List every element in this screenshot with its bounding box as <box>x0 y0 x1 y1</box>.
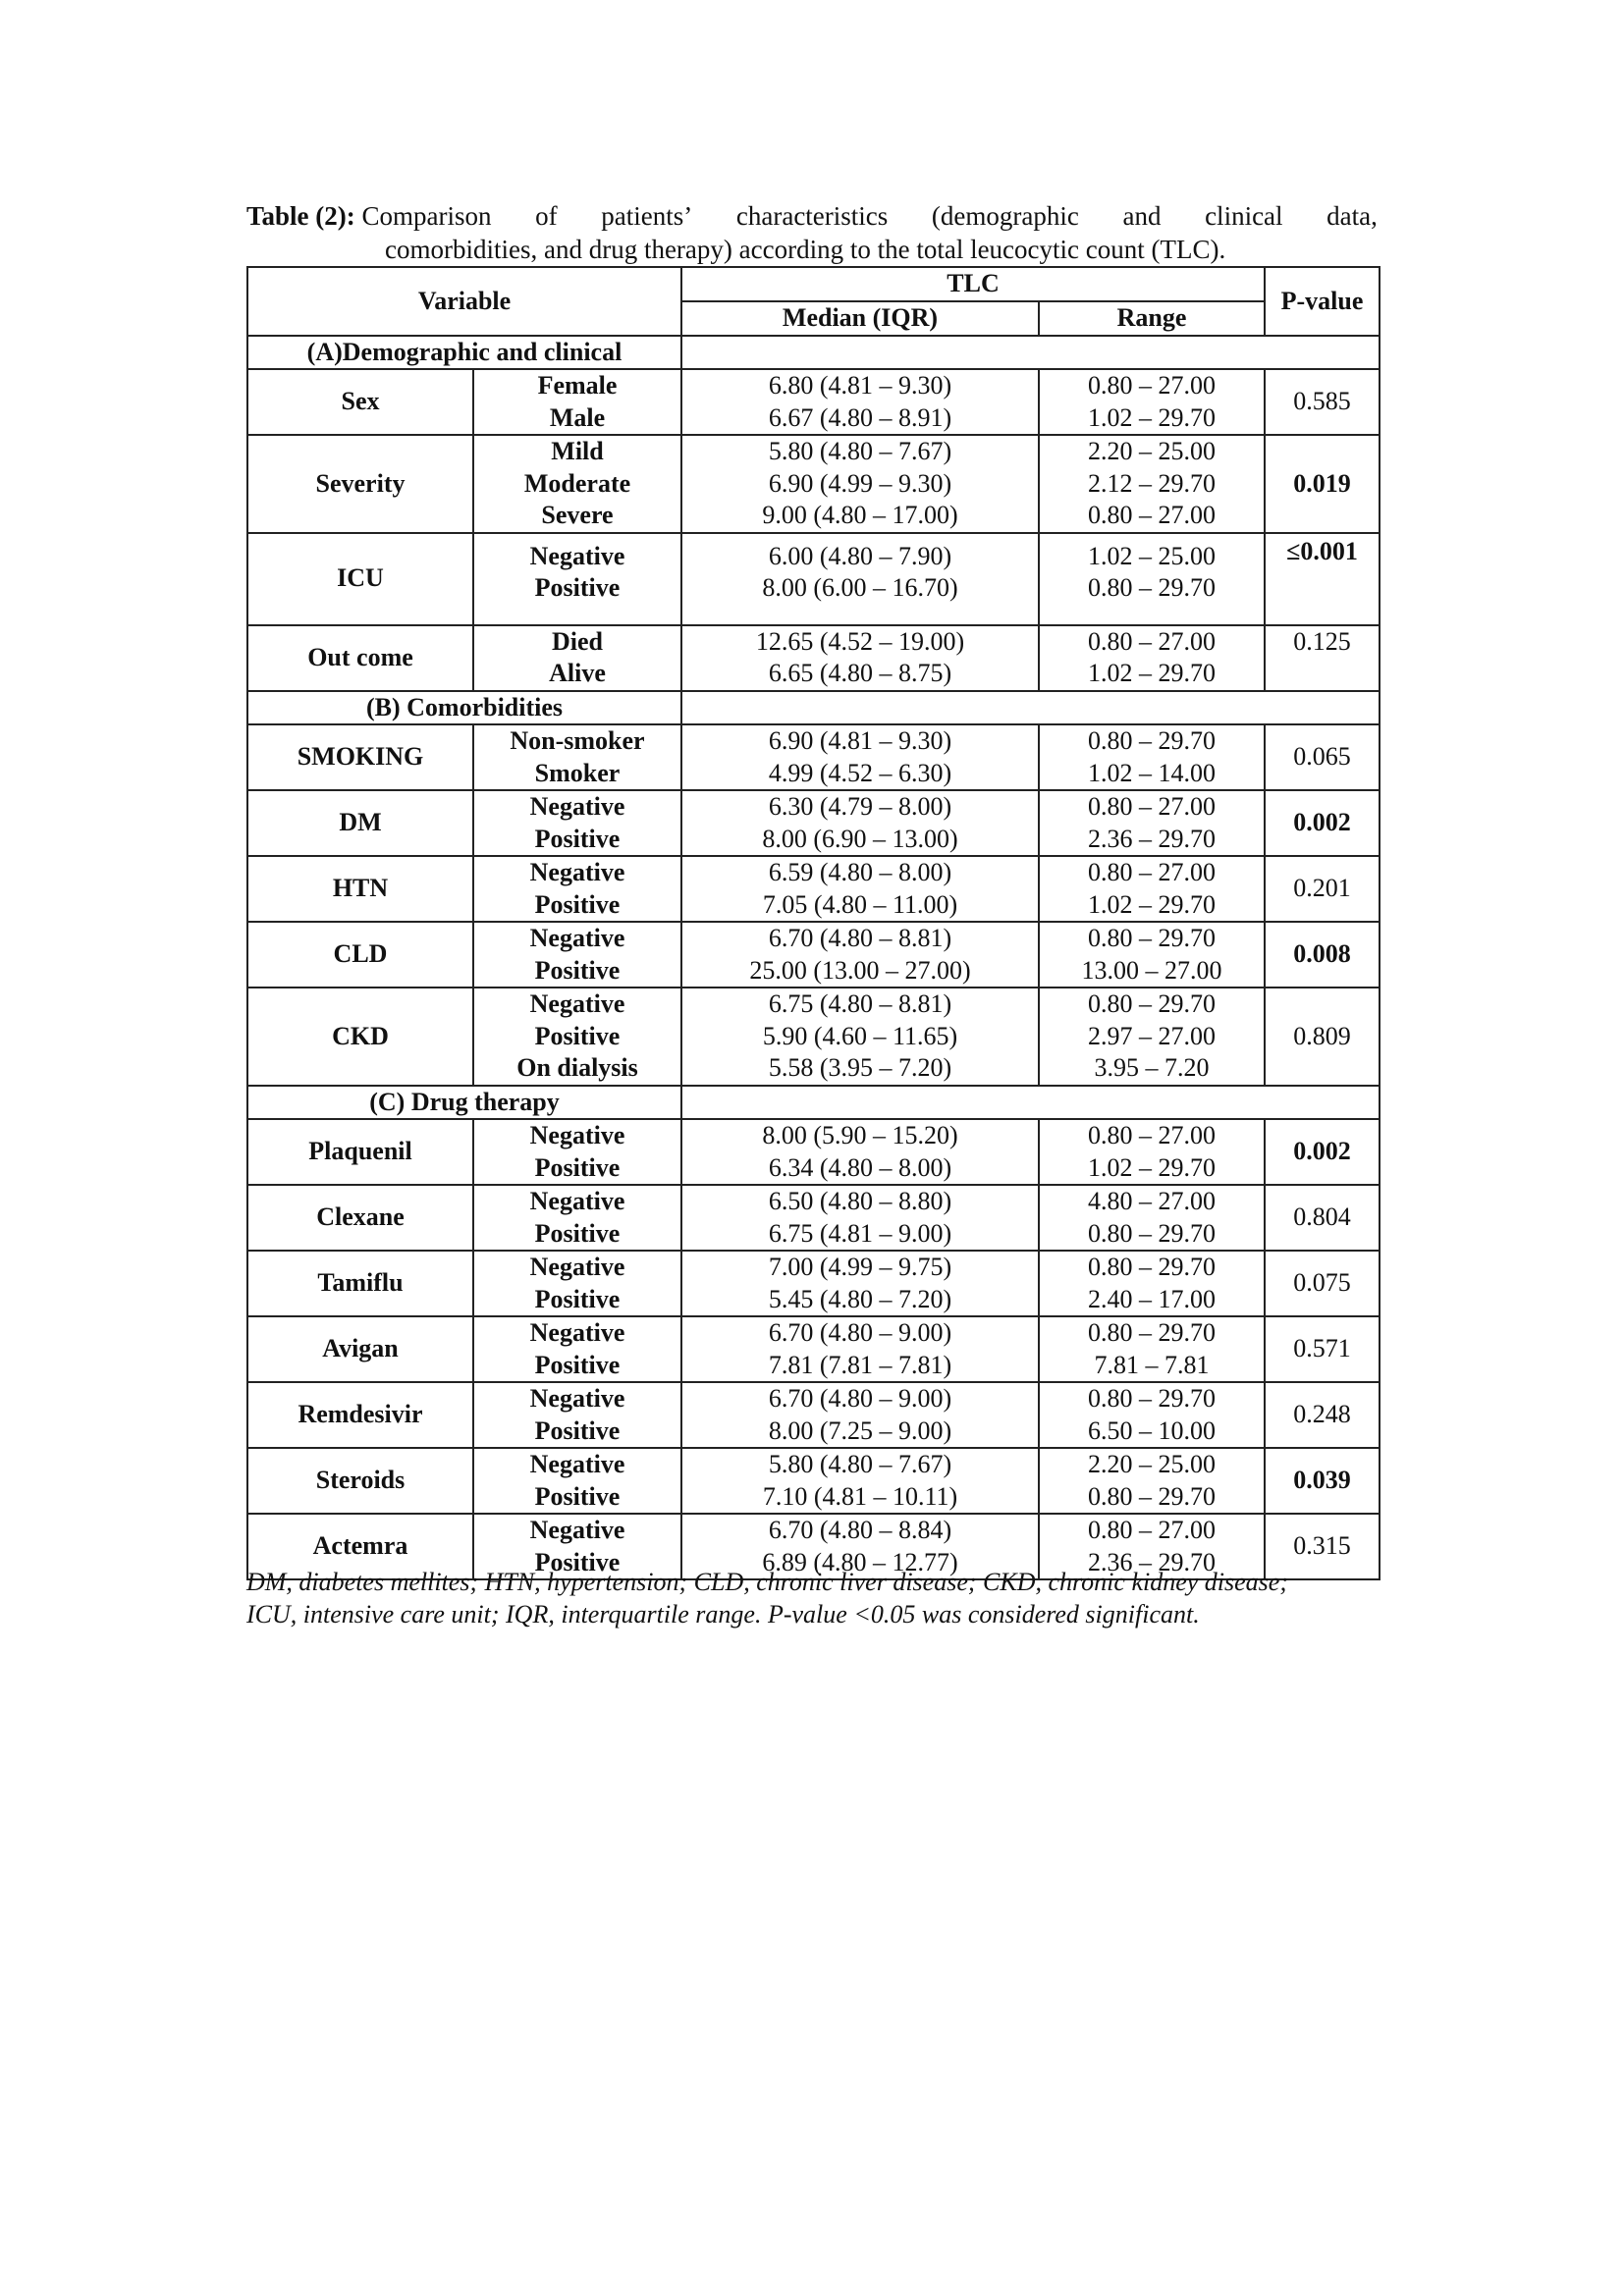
median-cell <box>681 790 1039 856</box>
variable-name: Avigan <box>247 1316 473 1382</box>
level-cell <box>473 1119 681 1185</box>
median-cell <box>681 988 1039 1086</box>
median-iqr-value: 7.81 (7.81 – 7.81) <box>768 1350 952 1379</box>
level-label: Positive <box>534 889 621 919</box>
median-iqr-value: 8.00 (7.25 – 9.00) <box>768 1415 952 1445</box>
level-label: Negative <box>529 989 625 1018</box>
range-value: 1.02 – 29.70 <box>1088 889 1217 919</box>
level-label: Positive <box>534 1547 621 1576</box>
range-cell <box>1039 1119 1265 1185</box>
median-iqr-value: 8.00 (6.00 – 16.70) <box>762 573 958 602</box>
level-label: Negative <box>529 924 625 952</box>
level-label: Positive <box>534 573 621 602</box>
variable-name: Clexane <box>247 1185 473 1251</box>
range-value: 13.00 – 27.00 <box>1081 955 1222 985</box>
median-iqr-value: 6.70 (4.80 – 8.81) <box>768 924 952 952</box>
level-label: Positive <box>534 1415 621 1445</box>
section-title: (C) Drug therapy <box>247 1086 681 1120</box>
section-title: (B) Comorbidities <box>247 691 681 725</box>
table-row <box>247 435 1380 533</box>
range-cell <box>1039 1448 1265 1514</box>
range-value: 0.80 – 27.00 <box>1088 792 1217 821</box>
median-iqr-value: 5.80 (4.80 – 7.67) <box>768 437 952 465</box>
range-value: 2.36 – 29.70 <box>1088 824 1217 853</box>
level-label: Positive <box>534 1152 621 1182</box>
table-row <box>247 533 1380 625</box>
median-iqr-value: 6.50 (4.80 – 8.80) <box>768 1187 952 1215</box>
variable-name: Sex <box>247 369 473 435</box>
median-cell <box>681 922 1039 988</box>
level-cell <box>473 1448 681 1514</box>
table-row <box>247 1448 1380 1514</box>
header-variable: Variable <box>247 267 681 336</box>
section-row <box>247 1086 1380 1120</box>
caption-line-1 <box>246 199 1378 233</box>
median-cell <box>681 1185 1039 1251</box>
range-cell <box>1039 922 1265 988</box>
median-iqr-value: 6.90 (4.99 – 9.30) <box>768 468 952 498</box>
variable-name: DM <box>247 790 473 856</box>
range-cell <box>1039 790 1265 856</box>
median-iqr-value: 6.70 (4.80 – 9.00) <box>768 1318 952 1347</box>
range-value: 0.80 – 27.00 <box>1088 1516 1217 1544</box>
p-value: 0.585 <box>1265 369 1380 435</box>
range-value: 2.12 – 29.70 <box>1088 468 1217 498</box>
p-value: 0.008 <box>1265 922 1380 988</box>
caption-word: data, <box>1326 201 1378 231</box>
range-value: 0.80 – 29.70 <box>1088 726 1217 755</box>
variable-name: Tamiflu <box>247 1251 473 1316</box>
level-cell <box>473 790 681 856</box>
median-iqr-value: 6.70 (4.80 – 8.84) <box>768 1516 952 1544</box>
level-label: Negative <box>529 1450 625 1478</box>
caption-word: Comparison <box>361 201 492 231</box>
variable-name: SMOKING <box>247 724 473 790</box>
level-label: Negative <box>529 1318 625 1347</box>
level-label: Negative <box>529 858 625 886</box>
section-title: (A)Demographic and clinical <box>247 336 681 370</box>
range-value: 1.02 – 25.00 <box>1088 541 1217 570</box>
range-value: 0.80 – 29.70 <box>1088 1318 1217 1347</box>
level-cell <box>473 922 681 988</box>
p-value: 0.125 <box>1265 625 1380 691</box>
p-value: 0.039 <box>1265 1448 1380 1514</box>
median-cell <box>681 1382 1039 1448</box>
range-cell <box>1039 1382 1265 1448</box>
range-value: 2.36 – 29.70 <box>1088 1547 1217 1576</box>
median-iqr-value: 7.00 (4.99 – 9.75) <box>768 1253 952 1281</box>
range-cell <box>1039 856 1265 922</box>
median-iqr-value: 6.75 (4.81 – 9.00) <box>768 1218 952 1248</box>
p-value: 0.571 <box>1265 1316 1380 1382</box>
range-value: 0.80 – 29.70 <box>1088 1384 1217 1413</box>
range-value: 0.80 – 27.00 <box>1088 371 1217 400</box>
median-iqr-value: 6.90 (4.81 – 9.30) <box>768 726 952 755</box>
level-label: Moderate <box>523 468 631 498</box>
median-cell <box>681 1251 1039 1316</box>
range-value: 0.80 – 29.70 <box>1088 1481 1217 1511</box>
p-value: 0.201 <box>1265 856 1380 922</box>
range-cell <box>1039 724 1265 790</box>
caption-word: patients’ <box>601 201 693 231</box>
median-cell <box>681 533 1039 625</box>
level-label: Negative <box>529 1384 625 1413</box>
level-label: Positive <box>534 955 621 985</box>
level-label: Severe <box>541 501 614 529</box>
table-row <box>247 790 1380 856</box>
level-label: Positive <box>534 1350 621 1379</box>
median-iqr-value: 8.00 (5.90 – 15.20) <box>762 1121 958 1149</box>
range-value: 0.80 – 27.00 <box>1088 1121 1217 1149</box>
caption-word: and <box>1122 201 1162 231</box>
range-cell <box>1039 1251 1265 1316</box>
section-row <box>247 336 1380 370</box>
level-label: Alive <box>549 659 606 687</box>
table-row <box>247 1251 1380 1316</box>
level-label: Female <box>537 371 618 400</box>
median-iqr-value: 6.30 (4.79 – 8.00) <box>768 792 952 821</box>
median-iqr-value: 9.00 (4.80 – 17.00) <box>762 501 958 529</box>
range-value: 0.80 – 29.70 <box>1088 1218 1217 1248</box>
table-row <box>247 856 1380 922</box>
range-value: 0.80 – 27.00 <box>1088 858 1217 886</box>
caption-word: (demographic <box>931 201 1079 231</box>
table-row <box>247 625 1380 691</box>
median-cell <box>681 1316 1039 1382</box>
variable-name: CKD <box>247 988 473 1086</box>
level-cell <box>473 1316 681 1382</box>
range-value: 1.02 – 29.70 <box>1088 402 1217 432</box>
variable-name: Remdesivir <box>247 1382 473 1448</box>
caption-word: clinical <box>1205 201 1283 231</box>
p-value: 0.248 <box>1265 1382 1380 1448</box>
level-label: Positive <box>534 1021 621 1050</box>
variable-name: Actemra <box>247 1514 473 1579</box>
median-cell <box>681 724 1039 790</box>
level-label: Positive <box>534 1218 621 1248</box>
range-value: 6.50 – 10.00 <box>1088 1415 1217 1445</box>
level-label: On dialysis <box>516 1053 638 1082</box>
variable-name: ICU <box>247 533 473 625</box>
caption-line-2: comorbidities, and drug therapy) according to the total leucocytic count (TLC). <box>385 235 1226 264</box>
range-value: 4.80 – 27.00 <box>1088 1187 1217 1215</box>
footnote-line-2: ICU, intensive care unit; IQR, interquartile range. P-value <0.05 was considered significant. <box>246 1600 1200 1629</box>
variable-name: Out come <box>247 625 473 691</box>
p-value: ≤0.001 <box>1265 533 1380 625</box>
median-cell <box>681 856 1039 922</box>
caption-label: Table (2): <box>246 201 355 231</box>
p-value: 0.019 <box>1265 435 1380 533</box>
median-iqr-value: 5.80 (4.80 – 7.67) <box>768 1450 952 1478</box>
section-blank <box>681 691 1380 725</box>
level-label: Negative <box>529 1187 625 1215</box>
range-value: 3.95 – 7.20 <box>1094 1053 1210 1082</box>
range-value: 7.81 – 7.81 <box>1094 1350 1210 1379</box>
level-label: Non-smoker <box>510 726 645 755</box>
median-iqr-value: 6.34 (4.80 – 8.00) <box>768 1152 952 1182</box>
level-cell <box>473 625 681 691</box>
range-value: 0.80 – 27.00 <box>1088 501 1217 529</box>
range-value: 0.80 – 29.70 <box>1088 924 1217 952</box>
range-value: 0.80 – 29.70 <box>1088 573 1217 602</box>
range-value: 1.02 – 29.70 <box>1088 1152 1217 1182</box>
table-row <box>247 922 1380 988</box>
header-range: Range <box>1039 301 1265 336</box>
variable-name: HTN <box>247 856 473 922</box>
median-iqr-value: 5.45 (4.80 – 7.20) <box>768 1284 952 1313</box>
level-cell <box>473 369 681 435</box>
p-value: 0.809 <box>1265 988 1380 1086</box>
median-iqr-value: 7.05 (4.80 – 11.00) <box>762 889 958 919</box>
median-iqr-value: 6.75 (4.80 – 8.81) <box>768 989 952 1018</box>
median-iqr-value: 6.00 (4.80 – 7.90) <box>768 541 952 570</box>
range-value: 2.97 – 27.00 <box>1088 1021 1217 1050</box>
median-iqr-value: 6.59 (4.80 – 8.00) <box>768 858 952 886</box>
level-cell <box>473 1251 681 1316</box>
header-pvalue: P-value <box>1265 267 1380 336</box>
table-row <box>247 1119 1380 1185</box>
median-cell <box>681 435 1039 533</box>
median-cell <box>681 369 1039 435</box>
range-value: 1.02 – 14.00 <box>1088 758 1217 787</box>
median-iqr-value: 5.90 (4.60 – 11.65) <box>762 1021 958 1050</box>
range-cell <box>1039 988 1265 1086</box>
p-value: 0.804 <box>1265 1185 1380 1251</box>
p-value: 0.065 <box>1265 724 1380 790</box>
level-cell <box>473 533 681 625</box>
range-cell <box>1039 369 1265 435</box>
range-cell <box>1039 625 1265 691</box>
variable-name: Steroids <box>247 1448 473 1514</box>
range-value: 0.80 – 29.70 <box>1088 1253 1217 1281</box>
median-iqr-value: 6.80 (4.81 – 9.30) <box>768 371 952 400</box>
level-label: Smoker <box>534 758 621 787</box>
table-row <box>247 724 1380 790</box>
median-iqr-value: 7.10 (4.81 – 10.11) <box>762 1481 958 1511</box>
table-row <box>247 988 1380 1086</box>
level-cell <box>473 1382 681 1448</box>
range-value: 2.20 – 25.00 <box>1088 437 1217 465</box>
level-label: Positive <box>534 1481 621 1511</box>
table-row <box>247 1185 1380 1251</box>
range-cell <box>1039 1185 1265 1251</box>
level-label: Mild <box>551 437 604 465</box>
median-iqr-value: 4.99 (4.52 – 6.30) <box>768 758 952 787</box>
p-value: 0.002 <box>1265 790 1380 856</box>
level-label: Negative <box>529 1253 625 1281</box>
median-iqr-value: 6.67 (4.80 – 8.91) <box>768 402 952 432</box>
section-row <box>247 691 1380 725</box>
level-label: Negative <box>529 541 625 570</box>
level-cell <box>473 988 681 1086</box>
median-iqr-value: 6.65 (4.80 – 8.75) <box>768 659 952 687</box>
median-iqr-value: 25.00 (13.00 – 27.00) <box>749 955 971 985</box>
level-cell <box>473 856 681 922</box>
variable-name: Severity <box>247 435 473 533</box>
section-blank <box>681 1086 1380 1120</box>
median-cell <box>681 625 1039 691</box>
median-iqr-value: 6.70 (4.80 – 9.00) <box>768 1384 952 1413</box>
footnote-line-1: DM, diabetes mellites; HTN, hypertension; CLD, chronic liver disease; CKD, chronic kidney disease; <box>246 1568 1288 1596</box>
variable-name: CLD <box>247 922 473 988</box>
section-blank <box>681 336 1380 370</box>
range-value: 2.40 – 17.00 <box>1088 1284 1217 1313</box>
variable-name: Plaquenil <box>247 1119 473 1185</box>
range-cell <box>1039 1316 1265 1382</box>
range-cell <box>1039 533 1265 625</box>
p-value: 0.002 <box>1265 1119 1380 1185</box>
level-label: Negative <box>529 1121 625 1149</box>
caption-word: characteristics <box>735 201 889 231</box>
table-body <box>247 336 1380 1580</box>
median-iqr-value: 6.89 (4.80 – 12.77) <box>762 1547 958 1576</box>
median-cell <box>681 1119 1039 1185</box>
p-value: 0.075 <box>1265 1251 1380 1316</box>
level-label: Died <box>552 626 603 656</box>
tlc-comparison-table <box>246 266 1380 1580</box>
level-label: Positive <box>534 824 621 853</box>
caption-word: of <box>535 201 558 231</box>
median-iqr-value: 5.58 (3.95 – 7.20) <box>768 1053 952 1082</box>
level-label: Negative <box>529 792 625 821</box>
table-caption <box>246 199 1378 266</box>
median-iqr-value: 8.00 (6.90 – 13.00) <box>762 824 958 853</box>
level-label: Negative <box>529 1516 625 1544</box>
level-cell <box>473 1185 681 1251</box>
range-value: 2.20 – 25.00 <box>1088 1450 1217 1478</box>
header-median-iqr: Median (IQR) <box>681 301 1039 336</box>
level-label: Positive <box>534 1284 621 1313</box>
table-row <box>247 1316 1380 1382</box>
median-iqr-value: 12.65 (4.52 – 19.00) <box>755 626 965 656</box>
range-cell <box>1039 435 1265 533</box>
table-row <box>247 1382 1380 1448</box>
table-row <box>247 369 1380 435</box>
level-cell <box>473 435 681 533</box>
table-footnote <box>246 1566 1378 1630</box>
level-cell <box>473 724 681 790</box>
range-value: 0.80 – 29.70 <box>1088 989 1217 1018</box>
range-value: 0.80 – 27.00 <box>1088 626 1217 656</box>
header-tlc: TLC <box>681 267 1265 301</box>
median-cell <box>681 1448 1039 1514</box>
range-value: 1.02 – 29.70 <box>1088 659 1217 687</box>
level-label: Male <box>549 402 606 432</box>
p-value: 0.315 <box>1265 1514 1380 1579</box>
